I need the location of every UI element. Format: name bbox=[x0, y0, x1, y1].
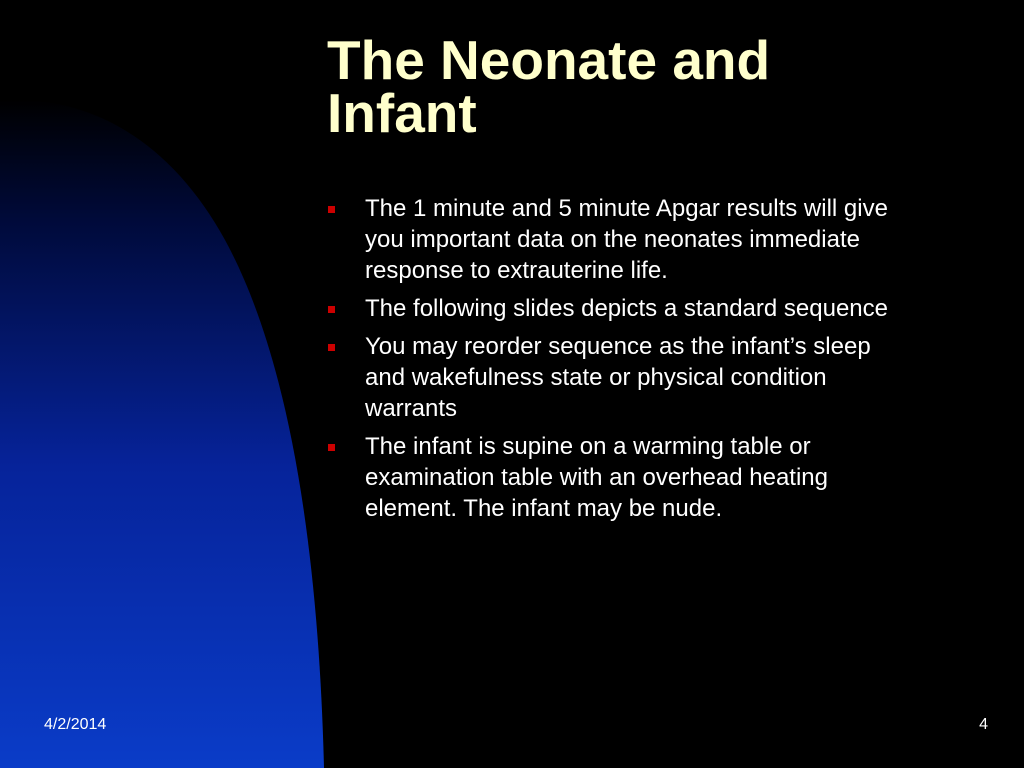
bullet-square-icon bbox=[328, 444, 335, 451]
bullet-item-apgar bbox=[326, 193, 1006, 286]
bullet-line: element. The infant may be nude. bbox=[365, 495, 723, 522]
bullet-item-supine bbox=[326, 431, 1006, 524]
bullet-line: examination table with an overhead heating bbox=[365, 464, 828, 491]
slide-title bbox=[327, 29, 987, 144]
bullet-square-icon bbox=[328, 344, 335, 351]
bullet-line: and wakefulness state or physical condition bbox=[365, 364, 827, 391]
slide-title-line-2: Infant bbox=[327, 82, 477, 144]
bullet-list bbox=[326, 193, 1006, 531]
bullet-square-icon bbox=[328, 206, 335, 213]
bullet-item-sequence bbox=[326, 293, 1006, 324]
slide-title-line-1: The Neonate and bbox=[327, 29, 771, 91]
bullet-line: The 1 minute and 5 minute Apgar results will give bbox=[365, 195, 888, 222]
page-number: 4 bbox=[979, 716, 988, 733]
bullet-line: You may reorder sequence as the infant’s sleep bbox=[365, 333, 871, 360]
bullet-line: The infant is supine on a warming table or bbox=[365, 433, 811, 460]
bullet-line: warrants bbox=[365, 395, 458, 422]
bullet-square-icon bbox=[328, 306, 335, 313]
bullet-line: response to extrauterine life. bbox=[365, 257, 668, 284]
bullet-item-reorder bbox=[326, 331, 1006, 424]
bullet-line: you important data on the neonates immediate bbox=[365, 226, 860, 253]
footer-date: 4/2/2014 bbox=[44, 716, 107, 733]
bullet-line: The following slides depicts a standard sequence bbox=[365, 295, 888, 322]
